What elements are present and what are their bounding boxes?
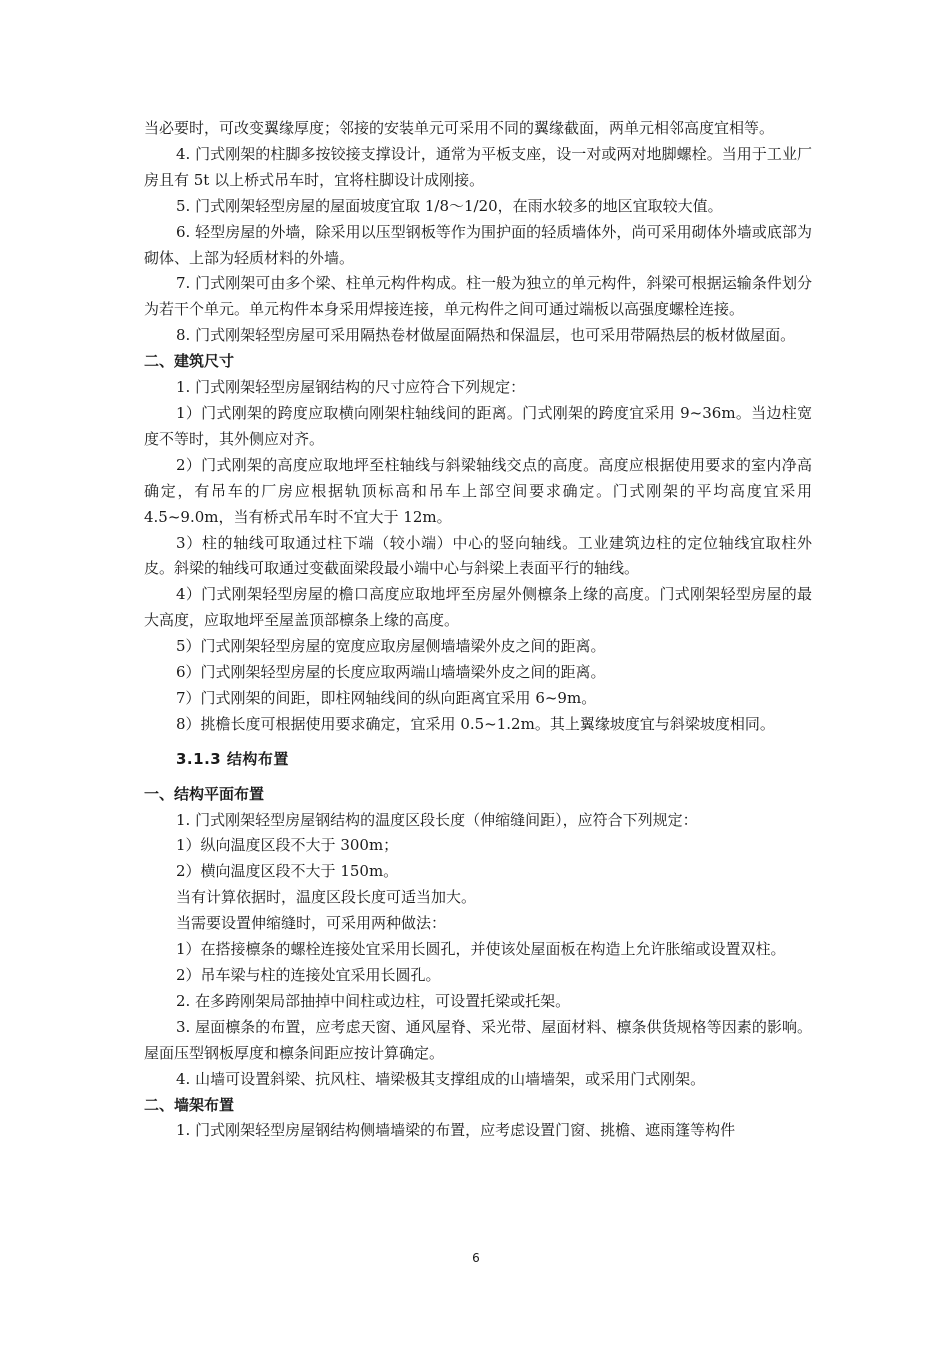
section-heading: 二、墙架布置: [144, 1095, 235, 1114]
body-paragraph: 2. 在多跨刚架局部抽掉中间柱或边柱，可设置托梁或托架。: [176, 991, 571, 1010]
body-paragraph: 4）门式刚架轻型房屋的檐口高度应取地坪至房屋外侧檩条上缘的高度。门式刚架轻型房屋的最大高度，应取地坪至屋盖顶部檩条上缘的高度。: [144, 585, 812, 630]
body-paragraph: 5）门式刚架轻型房屋的宽度应取房屋侧墙墙梁外皮之间的距离。: [176, 637, 606, 656]
body-paragraph: 4. 门式刚架的柱脚多按铰接支撑设计，通常为平板支座，设一对或两对地脚螺栓。当用于工业厂房且有 5t 以上桥式吊车时，宜将柱脚设计成刚接。: [144, 144, 812, 189]
body-paragraph: 2）横向温度区段不大于 150m。: [176, 862, 399, 881]
body-paragraph: 4. 山墙可设置斜梁、抗风柱、墙梁极其支撑组成的山墙墙架，或采用门式刚架。: [176, 1069, 706, 1088]
body-paragraph: 1）在搭接檩条的螺栓连接处宜采用长圆孔，并使该处屋面板在构造上允许胀缩或设置双柱。: [176, 940, 786, 959]
body-paragraph: 1. 门式刚架轻型房屋钢结构的温度区段长度（伸缩缝间距），应符合下列规定：: [176, 810, 698, 829]
body-paragraph: 6）门式刚架轻型房屋的长度应取两端山墙墙梁外皮之间的距离。: [176, 663, 606, 682]
body-paragraph: 1. 门式刚架轻型房屋钢结构的尺寸应符合下列规定：: [176, 378, 526, 397]
body-paragraph: 7）门式刚架的间距，即柱网轴线间的纵向距离宜采用 6~9m。: [176, 688, 597, 707]
body-paragraph: 当需要设置伸缩缝时，可采用两种做法：: [176, 914, 447, 933]
body-paragraph: 6. 轻型房屋的外墙，除采用以压型钢板等作为围护面的轻质墙体外，尚可采用砌体外墙或底部为砌体、上部为轻质材料的外墙。: [144, 222, 812, 267]
section-heading: 一、结构平面布置: [144, 784, 265, 803]
body-paragraph: 3）柱的轴线可取通过柱下端（较小端）中心的竖向轴线。工业建筑边柱的定位轴线宜取柱外皮。斜梁的轴线可取通过变截面梁段最小端中心与斜梁上表面平行的轴线。: [144, 533, 812, 578]
body-paragraph: 5. 门式刚架轻型房屋的屋面坡度宜取 1/8～1/20，在雨水较多的地区宜取较大值。: [176, 196, 723, 215]
body-paragraph: 2）吊车梁与柱的连接处宜采用长圆孔。: [176, 966, 441, 984]
page-body: [144, 116, 812, 1144]
body-paragraph: 2）门式刚架的高度应取地坪至柱轴线与斜梁轴线交点的高度。高度应根据使用要求的室内净高确定，有吊车的厂房应根据轨顶标高和吊车上部空间要求确定。门式刚架的平均高度宜采用 4.5~9.0m，当有桥式吊车时不宜大于 12m。: [144, 455, 812, 526]
body-paragraph: 1）纵向温度区段不大于 300m；: [176, 836, 399, 855]
body-paragraph: 当有计算依据时，温度区段长度可适当加大。: [176, 888, 477, 907]
body-paragraph: 8. 门式刚架轻型房屋可采用隔热卷材做屋面隔热和保温层，也可采用带隔热层的板材做屋面。: [176, 326, 796, 345]
body-paragraph: 7. 门式刚架可由多个梁、柱单元构件构成。柱一般为独立的单元构件，斜梁可根据运输条件划分为若干个单元。单元构件本身采用焊接连接，单元构件之间可通过端板以高强度螺栓连接。: [144, 274, 812, 319]
page-number: 6: [472, 1251, 480, 1265]
body-paragraph: 3. 屋面檩条的布置，应考虑天窗、通风屋脊、采光带、屋面材料、檩条供货规格等因素的影响。屋面压型钢板厚度和檩条间距应按计算确定。: [144, 1017, 812, 1062]
body-paragraph: 8）挑檐长度可根据使用要求确定，宜采用 0.5~1.2m。其上翼缘坡度宜与斜梁坡度相同。: [176, 714, 775, 733]
subsection-heading: 3.1.3 结构布置: [176, 749, 289, 768]
section-heading: 二、建筑尺寸: [144, 352, 235, 371]
body-paragraph: 1. 门式刚架轻型房屋钢结构侧墙墙梁的布置，应考虑设置门窗、挑檐、遮雨篷等构件: [176, 1121, 736, 1140]
body-paragraph: 当必要时，可改变翼缘厚度；邻接的安装单元可采用不同的翼缘截面，两单元相邻高度宜相等。: [144, 119, 775, 137]
body-paragraph: 1）门式刚架的跨度应取横向刚架柱轴线间的距离。门式刚架的跨度宜采用 9~36m。当边柱宽度不等时，其外侧应对齐。: [144, 403, 812, 448]
